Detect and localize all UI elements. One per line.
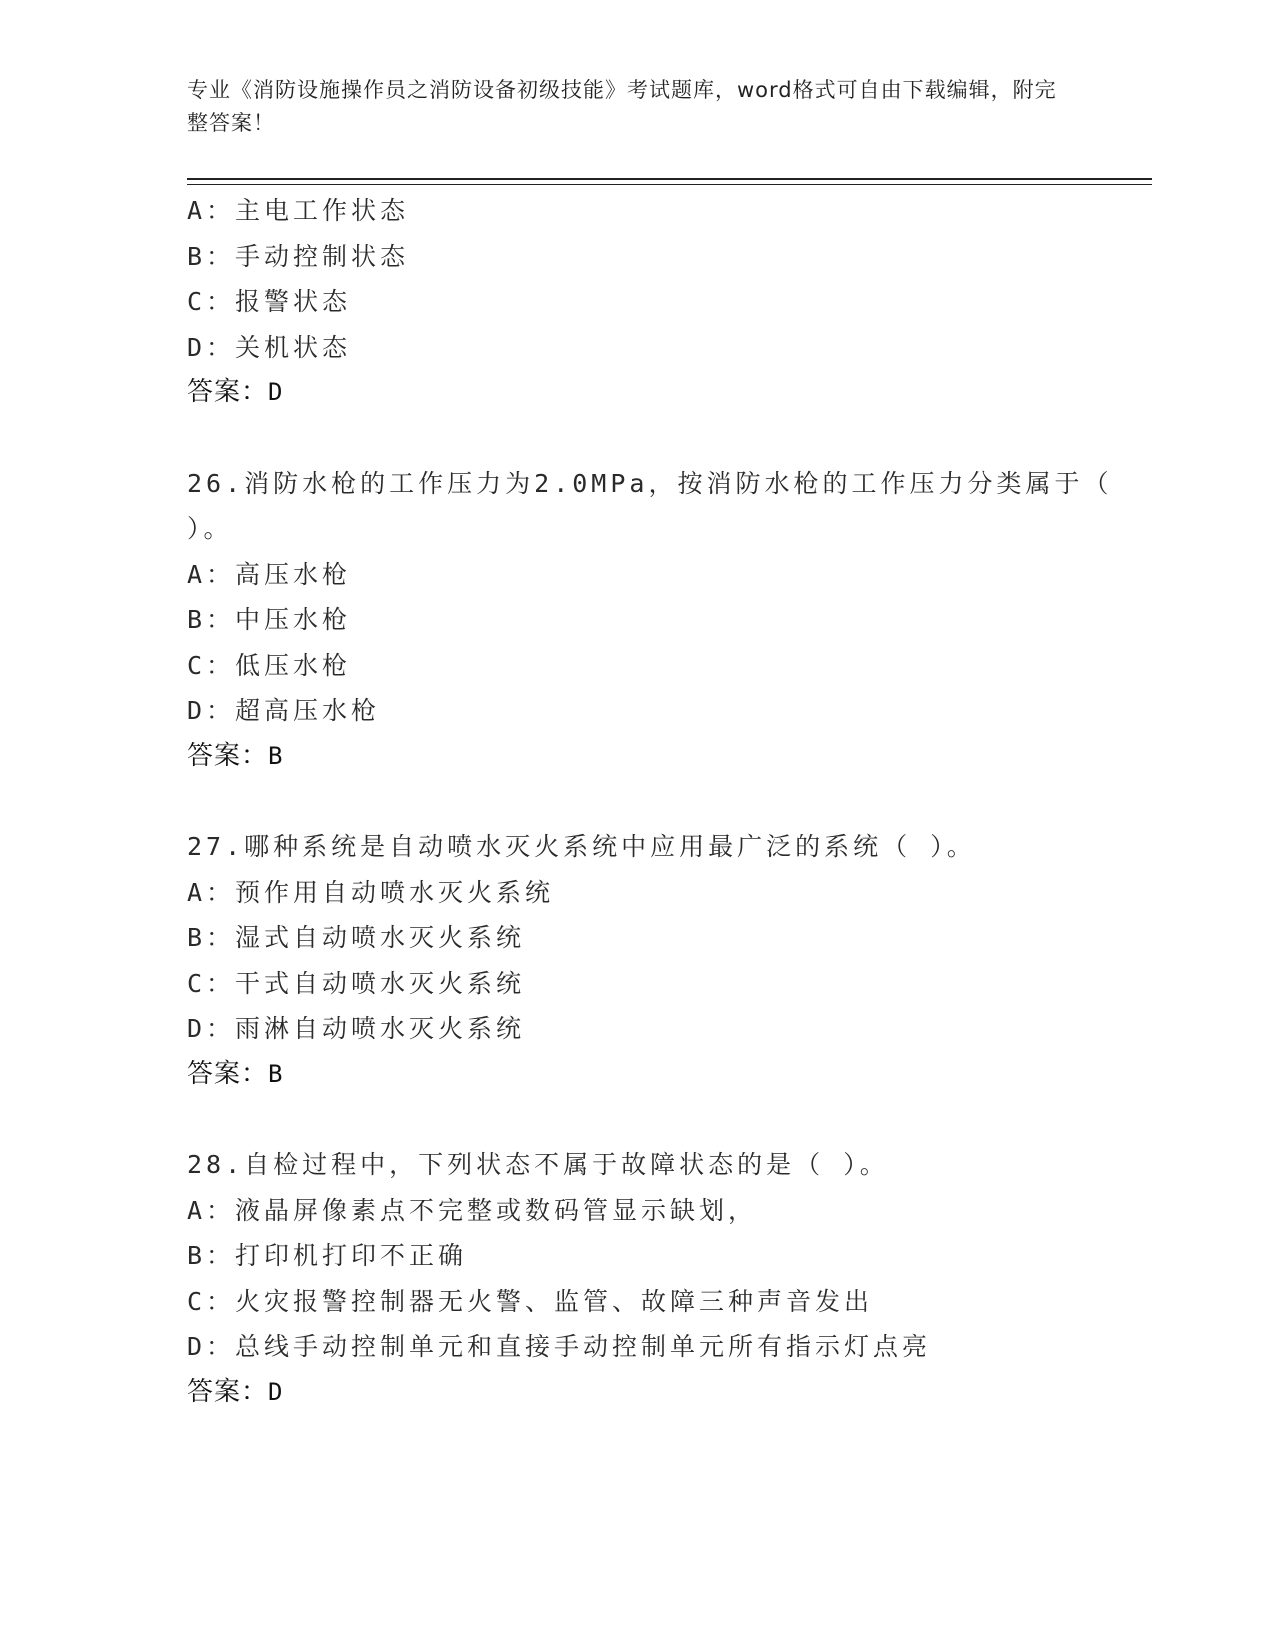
option-a: A：高压水枪 bbox=[187, 559, 352, 589]
answer-label: 答案： bbox=[187, 377, 269, 407]
answer-label: 答案： bbox=[187, 1376, 269, 1407]
option-d: D：总线手动控制单元和直接手动控制单元所有指示灯点亮 bbox=[187, 1332, 932, 1361]
option-c: C：干式自动喷水灭火系统 bbox=[187, 968, 526, 998]
option-d: D：关机状态 bbox=[187, 332, 352, 362]
answer-value: B bbox=[268, 741, 284, 770]
answer-value: D bbox=[268, 1377, 284, 1406]
option-b: B：湿式自动喷水灭火系统 bbox=[187, 923, 526, 952]
option-d: D：雨淋自动喷水灭火系统 bbox=[187, 1014, 526, 1043]
option-b: B：中压水枪 bbox=[187, 605, 352, 634]
answer-line bbox=[187, 1052, 1117, 1098]
question-text: 28.自检过程中，下列状态不属于故障状态的是（ ）。 bbox=[187, 1150, 889, 1179]
answer-line bbox=[187, 370, 1117, 416]
question-block-28 bbox=[187, 1142, 1117, 1415]
question-list bbox=[187, 188, 1117, 1415]
option-c: C：低压水枪 bbox=[187, 650, 352, 680]
option-d: D：超高压水枪 bbox=[187, 696, 381, 725]
question-block-26 bbox=[187, 461, 1117, 780]
option-a: A：液晶屏像素点不完整或数码管显示缺划， bbox=[187, 1195, 758, 1225]
option-b: B：手动控制状态 bbox=[187, 241, 410, 271]
answer-line bbox=[187, 1370, 1117, 1416]
question-block-27 bbox=[187, 824, 1117, 1097]
question-text: 27.哪种系统是自动喷水灭火系统中应用最广泛的系统（ ）。 bbox=[187, 832, 976, 861]
answer-label: 答案： bbox=[187, 740, 269, 771]
document-header-intro: 专业《消防设施操作员之消防设备初级技能》考试题库，word格式可自由下载编辑，附完整答案！ bbox=[187, 78, 1057, 135]
answer-label: 答案： bbox=[187, 1058, 269, 1089]
answer-value: D bbox=[268, 378, 284, 406]
answer-line bbox=[187, 734, 1117, 780]
option-a: A：预作用自动喷水灭火系统 bbox=[187, 877, 555, 907]
question-text: 26.消防水枪的工作压力为2.0MPa，按消防水枪的工作压力分类属于（ ）。 bbox=[187, 468, 1113, 543]
header-divider-thin bbox=[187, 184, 1152, 185]
option-b: B：打印机打印不正确 bbox=[187, 1241, 468, 1270]
question-block-25 bbox=[187, 188, 1117, 416]
option-c: C：报警状态 bbox=[187, 287, 352, 316]
option-a: A：主电工作状态 bbox=[187, 196, 410, 225]
header-divider-thick bbox=[187, 178, 1152, 180]
answer-value: B bbox=[268, 1059, 284, 1088]
option-c: C：火灾报警控制器无火警、监管、故障三种声音发出 bbox=[187, 1286, 874, 1316]
